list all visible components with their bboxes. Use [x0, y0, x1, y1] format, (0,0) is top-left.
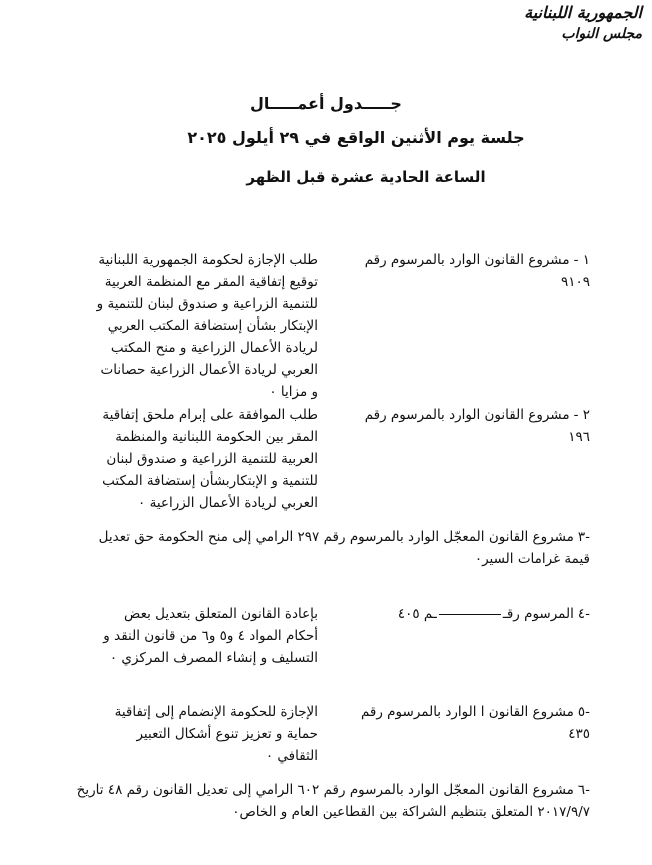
agenda-title: جـــــدول أعمـــــال: [250, 94, 402, 113]
agenda-item-2-bill-text: مشروع القانون الوارد بالمرسوم رقم ١٩٦: [364, 407, 590, 445]
agenda-item-2-subject: طلب الموافقة على إبرام ملحق إتفاقية المقر بين الحكومة اللبنانية والمنظمة العربية للتنمية الزراعية و صندوق لبنان للتنمية و الإبتكاربشأن إستضافة المكتب العربي لريادة الأعمال الزراعية ٠: [102, 407, 318, 511]
decree-underline: [439, 614, 501, 615]
agenda-item-4-decree-suffix: ـم ٤٠٥: [397, 606, 437, 622]
agenda-item-1-number: ١ -: [573, 252, 590, 268]
session-date: جلسة يوم الأثنين الواقع في ٢٩ أيلول ٢٠٢٥: [187, 128, 525, 147]
agenda-item-2-number: ٢ -: [573, 407, 590, 423]
agenda-item-4-decree-prefix: المرسوم رقـ: [502, 606, 574, 622]
agenda-item-1-subject: طلب الإجازة لحكومة الجمهورية اللبنانية توقيع إتفاقية المقر مع المنظمة العربية للتنمية الزراعية و صندوق لبنان للتنمية و الإبتكار بشأن إستضافة المكتب العربي لريادة الأعمال الزراعية و منح المكتب العربي لريادة الأعمال الزراعية حصانات و مزايا ٠: [96, 252, 318, 400]
agenda-item-4-subject: بإعادة القانون المتعلق بتعديل بعض أحكام المواد ٤ و٥ و٦ من قانون النقد و التسليف و إنشاء المصرف المركزي ٠: [103, 606, 318, 666]
letterhead-republic: الجمهورية اللبنانية: [524, 3, 642, 22]
agenda-item-5-bill-text: مشروع القانون ا الوارد بالمرسوم رقم ٤٣٥: [360, 704, 590, 742]
session-time: الساعة الحادية عشرة قبل الظهر: [246, 168, 486, 186]
agenda-item-5-subject: الإجازة للحكومة الإنضمام إلى إتفاقية حماية و تعزيز تنوع أشكال التعبير الثقافي ٠: [114, 704, 318, 764]
agenda-item-6: [70, 779, 590, 823]
agenda-item-5-bill: [350, 701, 590, 745]
letterhead: [524, 2, 642, 44]
agenda-item-4-number: -٤: [577, 606, 590, 622]
agenda-item-1-bill-text: مشروع القانون الوارد بالمرسوم رقم ٩١٠٩: [364, 252, 590, 290]
agenda-item-6-number: -٦: [577, 782, 590, 798]
agenda-item-1-bill: [350, 249, 590, 293]
agenda-item-3-number: -٣: [577, 529, 590, 545]
letterhead-parliament: مجلس النواب: [561, 26, 642, 42]
agenda-item-3: [70, 526, 590, 570]
agenda-item-2-bill: [350, 404, 590, 448]
agenda-item-3-text: مشروع القانون المعجّل الوارد بالمرسوم رقم ٢٩٧ الرامي إلى منح الحكومة حق تعديل قيمة غرامات السير٠: [98, 529, 590, 567]
agenda-item-6-text: مشروع القانون المعجّل الوارد بالمرسوم رقم ٦٠٢ الرامي إلى تعديل القانون رقم ٤٨ تاريخ ٢٠١٧/٩/٧ المتعلق بتنظيم الشراكة بين القطاعين العام و الخاص٠: [76, 782, 590, 820]
agenda-item-5-number: -٥: [577, 704, 590, 720]
agenda-item-4-decree: [350, 603, 590, 625]
